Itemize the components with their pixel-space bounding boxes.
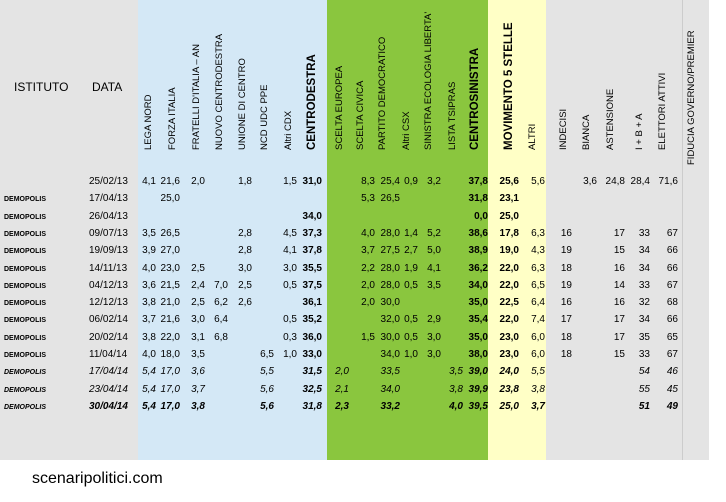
row-istituto: DEMOPOLIS: [4, 282, 47, 290]
table-cell: 2,8: [238, 227, 252, 239]
row-date: 17/04/13: [89, 193, 128, 205]
table-cell: 37,5: [302, 279, 322, 291]
table-cell: 18: [560, 262, 572, 274]
table-cell: 66: [666, 314, 678, 326]
table-cell: 3,5: [142, 227, 156, 239]
table-cell: 25,0: [499, 400, 519, 412]
table-cell: 23,0: [499, 331, 519, 343]
table-cell: 6,4: [214, 314, 228, 326]
table-cell: 3,8: [191, 400, 205, 412]
table-cell: 27,5: [380, 245, 400, 257]
table-cell: 1,8: [238, 176, 252, 187]
row-istituto: DEMOPOLIS: [4, 265, 47, 273]
table-cell: 30,0: [380, 331, 400, 343]
table-cell: 0,5: [404, 314, 418, 326]
table-cell: 6,3: [531, 262, 545, 274]
table-cell: 21,6: [160, 176, 180, 187]
table-cell: 3,2: [427, 176, 441, 187]
table-cell: 22,5: [499, 297, 519, 309]
table-cell: 5,0: [427, 245, 441, 257]
table-cell: 2,0: [191, 176, 205, 187]
table-cell: 7,0: [214, 279, 228, 291]
table-cell: 17,8: [499, 227, 519, 239]
table-cell: 5,5: [260, 366, 274, 378]
table-cell: 6,3: [531, 227, 545, 239]
table-cell: 21,5: [160, 279, 180, 291]
column-header-altri-cdx: Altri CDX: [283, 110, 294, 150]
table-cell: 33,5: [380, 366, 400, 378]
table-cell: 34: [638, 314, 650, 326]
row-istituto: DEMOPOLIS: [4, 230, 47, 238]
table-cell: 3,7: [191, 383, 205, 395]
table-cell: 25,6: [499, 176, 519, 187]
table-cell: 3,9: [142, 245, 156, 257]
table-cell: 6,0: [531, 331, 545, 343]
table-cell: 31,0: [302, 176, 322, 187]
table-cell: 5,2: [427, 227, 441, 239]
table-cell: 0,5: [404, 279, 418, 291]
row-date: 14/11/13: [89, 262, 128, 274]
row-date: 25/02/13: [89, 176, 128, 187]
table-cell: 36,2: [468, 262, 488, 274]
row-istituto: DEMOPOLIS: [4, 386, 47, 394]
table-cell: 3,1: [191, 331, 205, 343]
table-cell: 3,7: [142, 314, 156, 326]
table-cell: 23,0: [499, 349, 519, 360]
table-cell: 27,0: [160, 245, 180, 257]
table-cell: 18: [560, 349, 572, 360]
row-date: 17/04/14: [89, 366, 128, 378]
row-istituto: DEMOPOLIS: [4, 352, 47, 359]
table-cell: 5,4: [142, 383, 156, 395]
table-cell: 3,5: [427, 279, 441, 291]
row-istituto: DEMOPOLIS: [4, 213, 47, 221]
table-cell: 1,5: [283, 176, 297, 187]
table-cell: 2,0: [361, 279, 375, 291]
table-cell: 67: [666, 349, 678, 360]
table-cell: 54: [638, 366, 650, 378]
table-cell: 32,5: [302, 383, 322, 395]
column-header-astensione: ASTENSIONE: [605, 88, 616, 150]
table-cell: 2,8: [238, 245, 252, 257]
table-cell: 17,0: [160, 400, 180, 412]
row-istituto: DEMOPOLIS: [4, 300, 47, 308]
table-cell: 4,5: [283, 227, 297, 239]
table-cell: 5,5: [531, 366, 545, 378]
table-cell: 34,0: [302, 210, 322, 222]
table-cell: 28,0: [380, 262, 400, 274]
column-header-centrosinistra: CENTROSINISTRA: [469, 47, 481, 150]
table-cell: 49: [666, 400, 678, 412]
table-cell: 36,1: [302, 297, 322, 309]
table-cell: 26,5: [380, 193, 400, 205]
table-cell: 33,0: [302, 349, 322, 360]
table-cell: 16: [560, 227, 572, 239]
table-cell: 2,5: [238, 279, 252, 291]
table-cell: 34: [638, 262, 650, 274]
table-cell: 21,0: [160, 297, 180, 309]
table-cell: 17: [560, 314, 572, 326]
table-cell: 30,0: [380, 297, 400, 309]
table-cell: 32: [638, 297, 650, 309]
table-cell: 35,0: [468, 297, 488, 309]
table-cell: 4,1: [283, 245, 297, 257]
column-header-partito-democratico: PARTITO DEMOCRATICO: [377, 36, 388, 150]
table-cell: 24,0: [499, 366, 519, 378]
table-cell: 0,5: [404, 331, 418, 343]
table-cell: 37,3: [302, 227, 322, 239]
table-cell: 15: [613, 245, 625, 257]
table-cell: 16: [613, 297, 625, 309]
table-cell: 33: [638, 279, 650, 291]
table-cell: 3,7: [531, 400, 545, 412]
table-cell: 34,0: [380, 349, 400, 360]
row-istituto: DEMOPOLIS: [4, 248, 47, 256]
table-cell: 31,5: [302, 366, 322, 378]
column-header-lista-tsipras: LISTA TSIPRAS: [447, 81, 458, 150]
table-cell: 3,7: [361, 245, 375, 257]
row-date: 30/04/14: [89, 400, 128, 412]
table-cell: 5,4: [142, 366, 156, 378]
table-cell: 0,5: [283, 279, 297, 291]
table-cell: 68: [666, 297, 678, 309]
table-cell: 19,0: [499, 245, 519, 257]
column-header-movimento-5-stelle: MOVIMENTO 5 STELLE: [503, 22, 515, 150]
table-cell: 39,5: [468, 400, 488, 412]
table-cell: 16: [560, 297, 572, 309]
table-cell: 14: [613, 279, 625, 291]
table-cell: 6,5: [260, 349, 274, 360]
row-date: 19/09/13: [89, 245, 128, 257]
table-cell: 35,5: [302, 262, 322, 274]
column-header-forza-italia: FORZA ITALIA: [167, 87, 178, 150]
table-cell: 51: [638, 400, 650, 412]
table-cell: 18,0: [160, 349, 180, 360]
table-cell: 35,0: [468, 331, 488, 343]
table-cell: 25,0: [499, 210, 519, 222]
column-header-altri: ALTRI: [527, 123, 538, 150]
table-cell: 31,8: [468, 193, 488, 205]
row-istituto: DEMOPOLIS: [4, 317, 47, 325]
table-cell: 37,8: [302, 245, 322, 257]
row-date: 06/02/14: [89, 314, 128, 326]
column-header-i-b-a: I + B + A: [634, 113, 645, 150]
table-cell: 35: [638, 331, 650, 343]
column-header-lega-nord: LEGA NORD: [143, 94, 154, 150]
table-cell: 2,7: [404, 245, 418, 257]
table-cell: 39,0: [468, 366, 488, 378]
table-cell: 2,6: [238, 297, 252, 309]
column-header-ncd-udc-ppe: NCD UDC PPE: [259, 84, 270, 150]
table-cell: 3,0: [427, 331, 441, 343]
table-cell: 71,6: [658, 176, 678, 187]
table-cell: 3,8: [142, 331, 156, 343]
table-cell: 5,4: [142, 400, 156, 412]
table-cell: 0,9: [404, 176, 418, 187]
table-cell: 22,0: [160, 331, 180, 343]
row-date: 11/04/14: [89, 349, 128, 360]
table-cell: 33,2: [380, 400, 400, 412]
table-cell: 3,0: [191, 314, 205, 326]
table-cell: 17,0: [160, 383, 180, 395]
table-cell: 23,8: [499, 383, 519, 395]
table-cell: 26,5: [160, 227, 180, 239]
table-cell: 33: [638, 227, 650, 239]
table-cell: 8,3: [361, 176, 375, 187]
row-istituto: DEMOPOLIS: [4, 196, 47, 204]
table-cell: 1,4: [404, 227, 418, 239]
table-cell: 22,0: [499, 314, 519, 326]
table-cell: 37,8: [468, 176, 488, 187]
row-date: 23/04/14: [89, 383, 128, 395]
table-cell: 3,0: [283, 262, 297, 274]
table-cell: 2,1: [335, 383, 349, 395]
table-cell: 4,3: [531, 245, 545, 257]
table-cell: 3,6: [142, 279, 156, 291]
row-date: 20/02/14: [89, 331, 128, 343]
table-cell: 3,0: [238, 262, 252, 274]
table-cell: 5,6: [531, 176, 545, 187]
column-header-altri-csx: Altri CSX: [401, 111, 412, 150]
table-cell: 65: [666, 331, 678, 343]
table-cell: 21,6: [160, 314, 180, 326]
table-cell: 4,0: [361, 227, 375, 239]
table-cell: 22,0: [499, 279, 519, 291]
table-cell: 66: [666, 245, 678, 257]
table-cell: 28,4: [630, 176, 650, 187]
table-cell: 31,8: [302, 400, 322, 412]
table-cell: 19: [560, 245, 572, 257]
column-header-centrodestra: CENTRODESTRA: [306, 54, 318, 150]
column-header-bianca: BIANCA: [581, 114, 592, 150]
table-cell: 45: [666, 383, 678, 395]
table-cell: 38,0: [468, 349, 488, 360]
table-cell: 6,4: [531, 297, 545, 309]
table-cell: 1,9: [404, 262, 418, 274]
table-cell: 17: [613, 227, 625, 239]
table-cell: 36,0: [302, 331, 322, 343]
table-cell: 2,9: [427, 314, 441, 326]
table-cell: 55: [638, 383, 650, 395]
table-cell: 23,0: [160, 262, 180, 274]
table-cell: 67: [666, 227, 678, 239]
table-cell: 34,0: [468, 279, 488, 291]
row-date: 04/12/13: [89, 279, 128, 291]
table-cell: 17: [613, 331, 625, 343]
table-cell: 6,0: [531, 349, 545, 360]
table-cell: 6,2: [214, 297, 228, 309]
table-cell: 2,4: [191, 279, 205, 291]
row-date: 09/07/13: [89, 227, 128, 239]
table-cell: 6,8: [214, 331, 228, 343]
table-cell: 6,5: [531, 279, 545, 291]
table-cell: 38,6: [468, 227, 488, 239]
table-cell: 23,1: [499, 193, 519, 205]
table-cell: 25,0: [160, 193, 180, 205]
table-cell: 17,0: [160, 366, 180, 378]
table-cell: 3,5: [449, 366, 463, 378]
row-istituto: DEMOPOLIS: [4, 334, 47, 342]
table-cell: 34: [638, 245, 650, 257]
column-header-sinistra-ecologia-liberta: SINISTRA ECOLOGIA LIBERTA': [423, 11, 434, 150]
column-header-scelta-europea: SCELTA EUROPEA: [334, 65, 345, 150]
table-cell: 39,9: [468, 383, 488, 395]
table-cell: 17: [613, 314, 625, 326]
table-cell: 2,0: [335, 366, 349, 378]
row-date: 12/12/13: [89, 297, 128, 309]
footer-site: scenaripolitici.com: [32, 470, 163, 487]
column-header-elettori-attivi: ELETTORI ATTIVI: [657, 72, 668, 150]
table-cell: 66: [666, 262, 678, 274]
table-cell: 3,8: [531, 383, 545, 395]
table-cell: 25,4: [380, 176, 400, 187]
table-cell: 24,8: [605, 176, 625, 187]
table-cell: 4,0: [142, 262, 156, 274]
column-header-fiducia-governo-premier: FIDUCIA GOVERNO/PREMIER: [686, 30, 697, 165]
table-cell: 0,3: [283, 331, 297, 343]
row-date: 26/04/13: [89, 210, 128, 222]
column-header-scelta-civica: SCELTA CIVICA: [355, 80, 366, 150]
column-header-unione-di-centro: UNIONE DI CENTRO: [237, 58, 248, 150]
table-cell: 5,6: [260, 400, 274, 412]
table-cell: 38,9: [468, 245, 488, 257]
table-cell: 4,0: [449, 400, 463, 412]
row-istituto: DEMOPOLIS: [4, 403, 47, 411]
column-header-fratelli-d-italia-an: FRATELLI D'ITALIA – AN: [191, 44, 202, 150]
table-cell: 4,1: [142, 176, 156, 187]
table-cell: 35,2: [302, 314, 322, 326]
table-cell: 32,0: [380, 314, 400, 326]
header-data: DATA: [92, 80, 123, 94]
table-cell: 0,5: [283, 314, 297, 326]
table-cell: 2,5: [191, 297, 205, 309]
table-cell: 5,6: [260, 383, 274, 395]
table-cell: 34,0: [380, 383, 400, 395]
table-cell: 15: [613, 349, 625, 360]
table-cell: 3,6: [191, 366, 205, 378]
table-cell: 16: [613, 262, 625, 274]
table-cell: 2,2: [361, 262, 375, 274]
table-cell: 2,5: [191, 262, 205, 274]
table-cell: 3,0: [427, 349, 441, 360]
column-header-nuovo-centrodestra: NUOVO CENTRODESTRA: [214, 33, 225, 150]
table-cell: 1,5: [361, 331, 375, 343]
table-cell: 19: [560, 279, 572, 291]
header-istituto: ISTITUTO: [14, 80, 69, 94]
table-cell: 33: [638, 349, 650, 360]
table-cell: 0,0: [474, 210, 488, 222]
table-cell: 1,0: [283, 349, 297, 360]
table-cell: 67: [666, 279, 678, 291]
table-cell: 28,0: [380, 227, 400, 239]
table-cell: 7,4: [531, 314, 545, 326]
column-header-indecisi: INDECISI: [558, 108, 569, 150]
table-cell: 4,0: [142, 349, 156, 360]
row-istituto: DEMOPOLIS: [4, 369, 47, 377]
table-cell: 2,0: [361, 297, 375, 309]
table-cell: 22,0: [499, 262, 519, 274]
table-cell: 35,4: [468, 314, 488, 326]
table-cell: 46: [666, 366, 678, 378]
table-cell: 4,1: [427, 262, 441, 274]
table-cell: 2,3: [335, 400, 349, 412]
table-cell: 18: [560, 331, 572, 343]
table-cell: 3,8: [142, 297, 156, 309]
table-cell: 28,0: [380, 279, 400, 291]
table-cell: 3,5: [191, 349, 205, 360]
table-cell: 5,3: [361, 193, 375, 205]
table-cell: 3,8: [449, 383, 463, 395]
table-cell: 3,6: [583, 176, 597, 187]
table-cell: 1,0: [404, 349, 418, 360]
